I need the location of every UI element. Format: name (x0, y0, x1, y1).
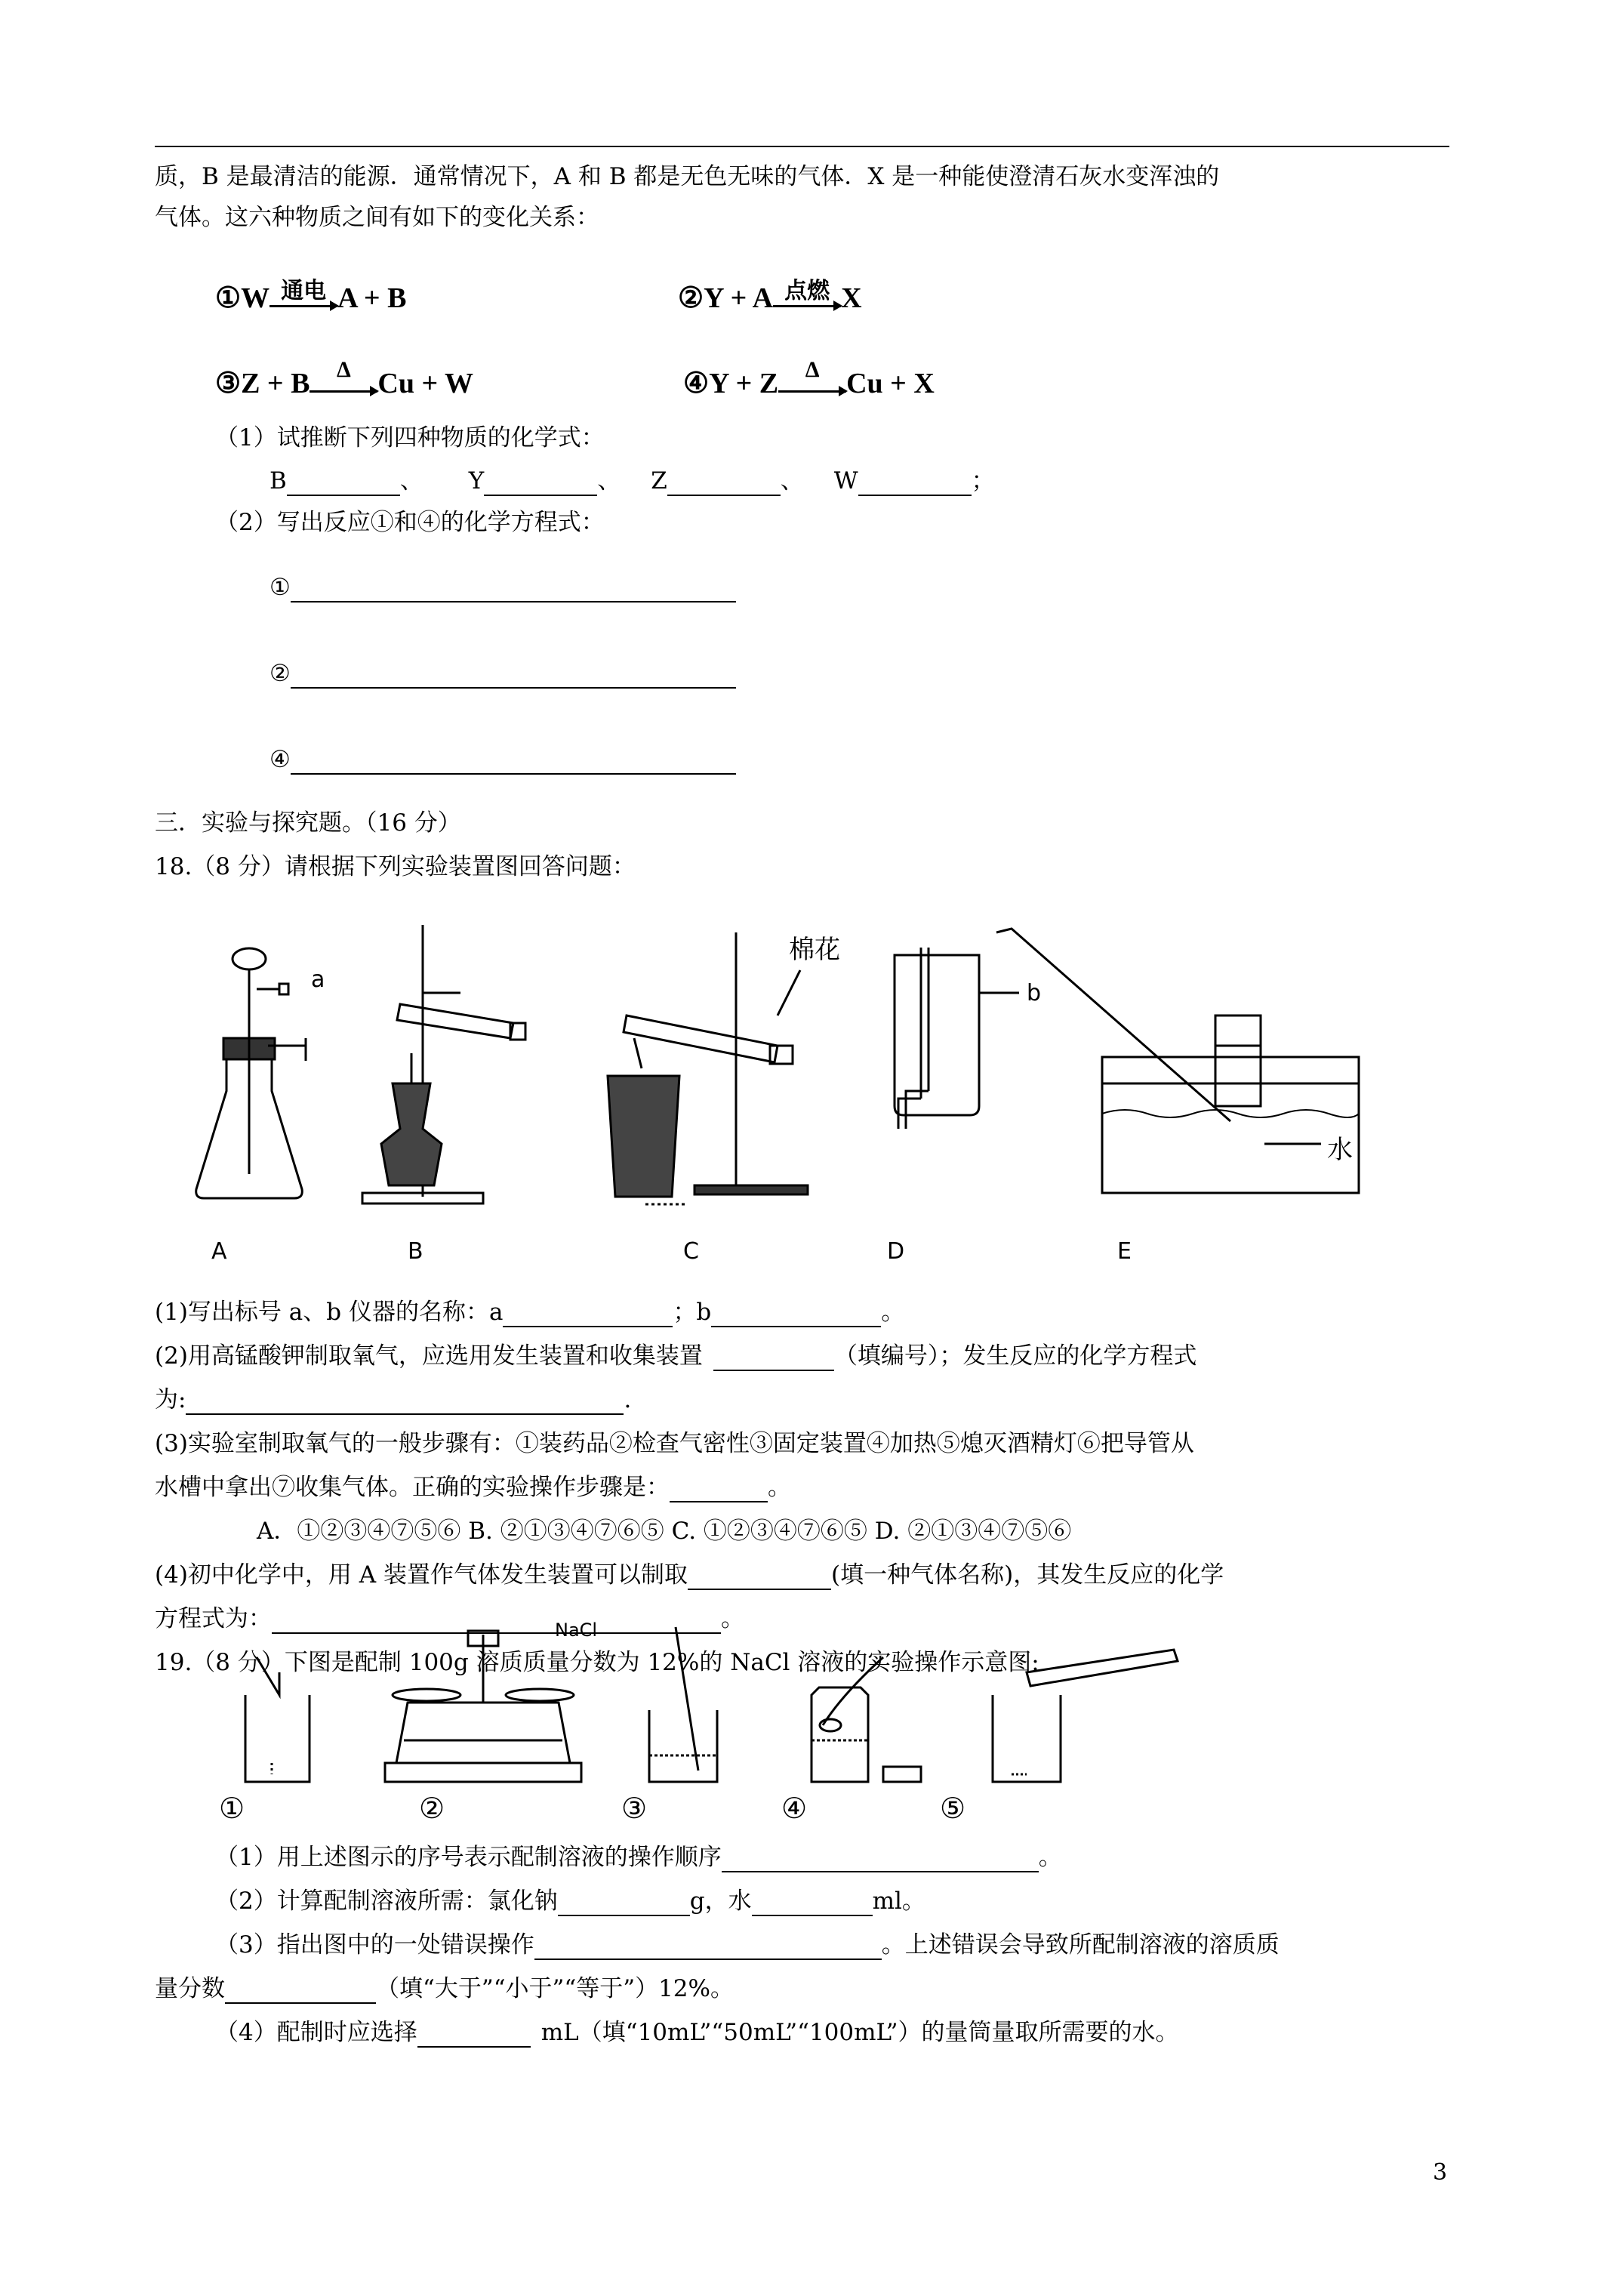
equation-4 (683, 357, 935, 401)
answer-blank[interactable] (186, 1391, 624, 1415)
figure-label-c: C (683, 1238, 699, 1265)
header-rule (155, 146, 1449, 147)
equation-text: Cu + W (377, 368, 473, 399)
answer-row (269, 744, 736, 775)
arrow-condition: Δ (337, 357, 351, 383)
label: B (269, 467, 287, 495)
text-line: 质，B 是最清洁的能源．通常情况下，A 和 B 都是无色无味的气体．X 是一种能使澄清石灰水变浑浊的 (155, 163, 1220, 190)
question-text: g，水 (689, 1888, 752, 1915)
label: W (833, 467, 858, 495)
answer-blank[interactable] (688, 1566, 831, 1590)
answer-blank[interactable] (711, 1303, 881, 1327)
question-text: ；b (673, 1299, 712, 1326)
question-text: mL（填“10mL”“50mL”“100mL”）的量筒量取所需要的水。 (540, 2019, 1179, 2046)
answer-blank[interactable] (225, 1980, 376, 2004)
label: Z (651, 467, 667, 495)
question-18-3: (3)实验室制取氧气的一般步骤有：①装药品②检查气密性③固定装置④加热⑤熄灭酒精灯⑥把导管从 (155, 1430, 1194, 1457)
step-5-pour (993, 1650, 1178, 1782)
step-number: ④ (781, 1792, 808, 1825)
step-4-reagent-bottle (812, 1657, 921, 1782)
question-text: 。上述错误会导致所配制溶液的溶质质 (881, 1931, 1280, 1959)
separator: ； (971, 467, 995, 495)
question-19: 19.（8 分）下图是配制 100g 溶质质量分数为 12%的 NaCl 溶液的实验操作示意图: (155, 1649, 1039, 1676)
answer-blank[interactable] (670, 1478, 768, 1502)
question-text: （1）试推断下列四种物质的化学式： (215, 424, 605, 451)
answer-blank[interactable] (484, 472, 597, 496)
question-text: 18.（8 分）请根据下列实验装置图回答问题： (155, 853, 636, 880)
figure-label-d: D (887, 1238, 905, 1265)
separator: 、 (399, 467, 423, 495)
question-text: . (624, 1386, 632, 1413)
question-19-1 (215, 1842, 1062, 1872)
equation-2 (678, 281, 862, 316)
question-19-3 (215, 1930, 1280, 1960)
equation-text: ②Y + A (678, 282, 774, 314)
answer-blank[interactable] (558, 1892, 690, 1916)
arrow-condition: 通电 (281, 279, 327, 304)
question-text: （填编号）；发生反应的化学方程式 (833, 1342, 1197, 1370)
equation-text: X (841, 282, 862, 314)
text-line: 气体。这六种物质之间有如下的变化关系： (155, 204, 599, 231)
question-19-4 (215, 2017, 1179, 2048)
question-text: （3）指出图中的一处错误操作 (215, 1931, 534, 1959)
question-18-3-options: A．①②③④⑦⑤⑥ B. ②①③④⑦⑥⑤ C. ①②③④⑦⑥⑤ D. ②①③④⑦⑤⑥ (257, 1518, 1072, 1545)
question-text: (2)用高锰酸钾制取氧气，应选用发生装置和收集装置 (155, 1342, 703, 1370)
question-text: 。 (721, 1605, 744, 1632)
reaction-arrow (310, 357, 377, 401)
apparatus-e-trough (996, 929, 1359, 1193)
question-text: 。 (1038, 1844, 1062, 1871)
solution-figure (226, 1612, 1193, 1793)
page-number: 3 (1433, 2159, 1448, 2186)
answer-blank[interactable] (667, 472, 781, 496)
question-text: （1）用上述图示的序号表示配制溶液的操作顺序 (215, 1844, 722, 1871)
figure-label-a: A (211, 1238, 227, 1265)
answer-blank[interactable] (534, 1936, 882, 1960)
label-mianhua: 棉花 (789, 935, 840, 965)
question-text: 量分数 (155, 1975, 225, 2002)
question-text: 方程式为： (155, 1605, 272, 1632)
answer-blank[interactable] (291, 750, 736, 775)
arrow-condition: Δ (805, 357, 820, 383)
answer-row (269, 572, 736, 603)
question-text: (填一种气体名称)，其发生反应的化学 (831, 1561, 1224, 1589)
question-18-3-cont (155, 1472, 791, 1502)
question-text: 。 (768, 1474, 791, 1501)
answer-blank[interactable] (722, 1848, 1039, 1872)
apparatus-d-bottle (895, 948, 1019, 1129)
equation-3 (215, 357, 473, 401)
apparatus-b-stand (362, 925, 525, 1203)
apparatus-a-flask (196, 948, 306, 1198)
step-number: ② (419, 1792, 445, 1825)
answer-blank[interactable] (291, 664, 736, 689)
figure-label-b: B (408, 1238, 423, 1265)
answer-blank[interactable] (503, 1303, 673, 1327)
reaction-arrow (778, 357, 846, 401)
answer-blank[interactable] (287, 472, 400, 496)
question-18-4 (155, 1560, 1224, 1590)
question-18-2-cont (155, 1385, 631, 1415)
question-text: 。 (881, 1299, 905, 1326)
label: ① (269, 574, 291, 601)
question-text: 水槽中拿出⑦收集气体。正确的实验操作步骤是： (155, 1474, 670, 1501)
question-text: （4）配制时应选择 (215, 2019, 417, 2046)
question-text: （2）写出反应①和④的化学方程式： (215, 509, 605, 536)
answer-blank[interactable] (858, 472, 972, 496)
answer-blank[interactable] (752, 1892, 873, 1916)
section-title: 三．实验与探究题。（16 分） (155, 809, 461, 837)
label: ④ (269, 746, 291, 773)
question-18-1 (155, 1297, 904, 1327)
equation-text: Cu + X (846, 368, 935, 399)
equation-text: ①W (215, 282, 270, 314)
step-number: ① (219, 1792, 245, 1825)
answer-row (269, 658, 736, 689)
answer-row (269, 466, 995, 496)
question-text: ml。 (872, 1888, 925, 1915)
label-a: a (311, 966, 325, 993)
separator: 、 (597, 467, 621, 495)
separator: 、 (780, 467, 804, 495)
label-b: b (1027, 980, 1042, 1006)
answer-blank[interactable] (713, 1347, 834, 1371)
figure-label-e: E (1117, 1238, 1132, 1265)
equation-text: A + B (337, 282, 407, 314)
step-3-beaker-stir (649, 1627, 717, 1782)
apparatus-c-stand (608, 932, 808, 1204)
label: ② (269, 660, 291, 687)
question-text: （填“大于”“小于”“等于”）12%。 (376, 1975, 734, 2002)
question-text: 为: (155, 1386, 186, 1413)
step-2-balance (385, 1631, 581, 1782)
question-19-2 (215, 1886, 925, 1916)
reaction-arrow (269, 279, 337, 316)
question-19-3-cont (155, 1974, 734, 2004)
step-1-beaker (245, 1657, 310, 1782)
answer-blank[interactable] (291, 578, 736, 603)
question-18-2 (155, 1341, 1196, 1371)
equation-text: ④Y + Z (683, 368, 779, 399)
equation-text: ③Z + B (215, 368, 310, 399)
arrow-condition: 点燃 (784, 279, 830, 304)
reaction-arrow (773, 279, 841, 316)
label-water: 水 (1327, 1135, 1353, 1165)
step-number: ③ (621, 1792, 648, 1825)
label-nacl: NaCl (555, 1620, 598, 1641)
question-text: （2）计算配制溶液所需：氯化钠 (215, 1888, 558, 1915)
step-number: ⑤ (940, 1792, 966, 1825)
label: Y (468, 467, 485, 495)
question-text: (4)初中化学中，用 A 装置作气体发生装置可以制取 (155, 1561, 688, 1589)
answer-blank[interactable] (417, 2023, 531, 2048)
question-text: (1)写出标号 a、b 仪器的名称：a (155, 1299, 504, 1326)
equation-1 (215, 281, 406, 316)
